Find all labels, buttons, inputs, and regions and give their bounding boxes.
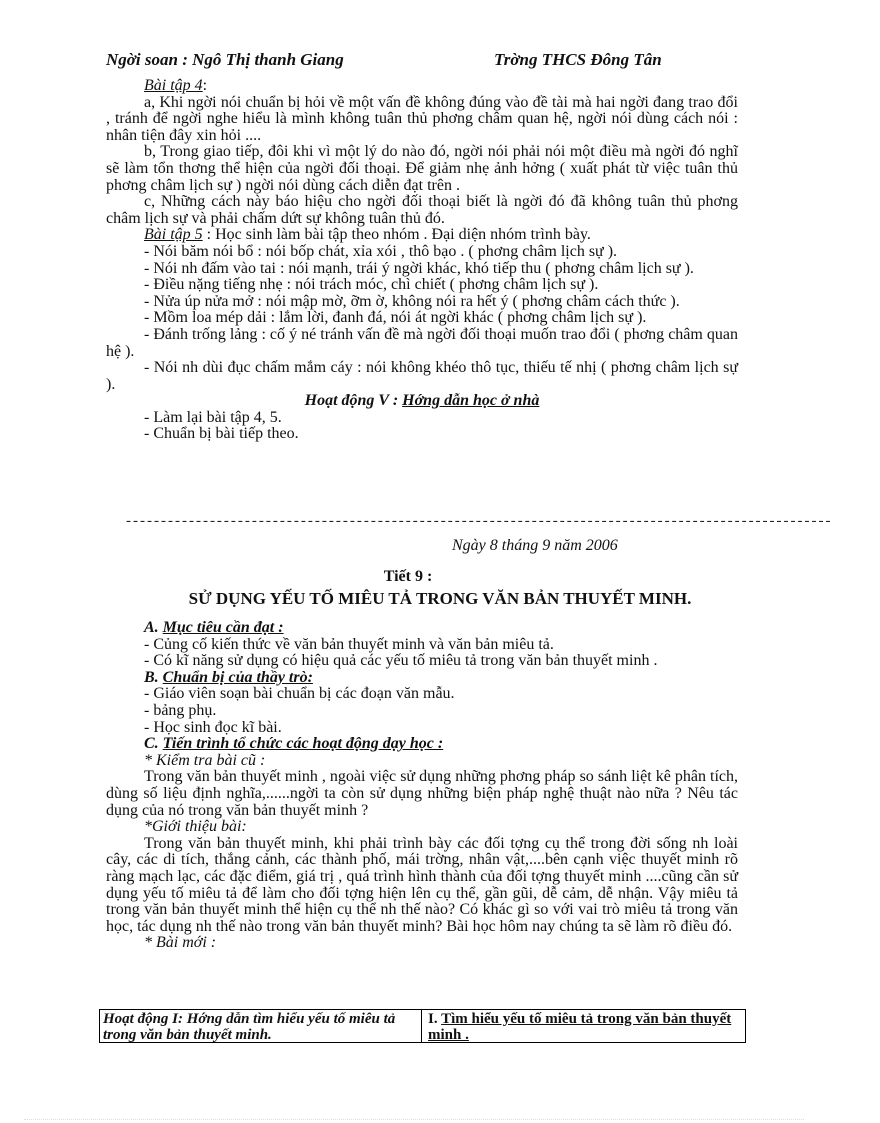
review-label: * Kiểm tra bài cũ : — [144, 751, 266, 769]
list-item: - Nói băm nói bổ : nói bốp chát, xỉa xói , thô bạo . ( phơng châm lịch sự ). — [144, 242, 618, 260]
exercise-5-heading: Bài tập 5 : Học sinh làm bài tập theo nhóm . Đại diện nhóm trình bày. — [144, 226, 591, 244]
section-a-heading: A. Mục tiêu cần đạt : — [144, 619, 284, 636]
exercise-4-a: a, Khi ngời nói chuẩn bị hỏi về một vấn đề không đúng vào đề tài mà hai ngời đang trao đổi , tránh để ngời nghe hiểu là mình không tuân thủ phơng châm quan hệ, ngời nói dùng cách nói : nhân tiện đây xin hỏi .... — [106, 93, 738, 144]
list-item: - Củng cố kiến thức về văn bản thuyết minh và văn bản miêu tả. — [144, 635, 554, 653]
section-b-heading: B. Chuẩn bị của thầy trò: — [144, 668, 313, 686]
homework-item: - Chuẩn bị bài tiếp theo. — [144, 425, 299, 443]
school-line: Trờng THCS Đông Tân — [494, 50, 662, 69]
lesson-date: Ngày 8 tháng 9 năm 2006 — [452, 537, 618, 554]
intro-text: Trong văn bản thuyết minh, khi phải trình bày các đối tợng cụ thể trong đời sống nh loài cây, các di tích, thắng cảnh, các thành phố, mái trờng, nhân vật,....bên cạnh việc thuyết minh rõ ràng mạch lạc, các đặc điểm, giá trị , quá trình hình thành của đối tợng thuyết minh ....cũng cần sử dụng yếu tố miêu tả để làm cho đối tợng hiện lên cụ thể, gần gũi, dễ cảm, dễ nhận. Vậy miêu tả trong văn bản thuyết minh thể hiện cụ thể nh thế nào? Có khác gì so với vai trò miêu tả trong văn học, tác dụng nh thế nào trong văn bản thuyết minh? Bài học hôm nay chúng ta sẽ làm rõ điều đó. — [106, 834, 738, 935]
list-item: - Học sinh đọc kĩ bài. — [144, 718, 282, 736]
exercise-section — [106, 78, 738, 443]
page-header — [106, 50, 746, 70]
list-item: - Nửa úp nửa mở : nói mập mờ, ỡm ờ, không nói ra hết ý ( phơng châm cách thức ). — [144, 292, 680, 310]
exercise-4-c: c, Những cách này báo hiệu cho ngời đối thoại biết là ngời đó đã không tuân thủ phơng châm lịch sự và phải chấm dứt sự không tuân thủ đó. — [106, 193, 738, 227]
lesson-title: SỬ DỤNG YẾU TỐ MIÊU TẢ TRONG VĂN BẢN THUYẾT MINH. — [188, 589, 692, 608]
list-item: - Giáo viên soạn bài chuẩn bị các đoạn văn mẫu. — [144, 685, 455, 703]
author-line: Ngời soan : Ngô Thị thanh Giang — [106, 50, 344, 69]
lesson-number: Tiết 9 : — [383, 568, 433, 585]
intro-label: *Giới thiệu bài: — [144, 818, 247, 836]
review-text: Trong văn bản thuyết minh , ngoài việc sử dụng những phơng pháp so sánh liệt kê phân tích, dùng số liệu định nghĩa,......ngời ta còn sử dụng những biện pháp nghệ thuật nào nữa ? Nêu tác dụng của nó trong văn bản thuyết minh ? — [106, 768, 738, 819]
exercise-4-heading: Bài tập 4: — [144, 77, 208, 94]
table-cell-content: I. Tìm hiểu yếu tố miêu tả trong văn bản thuyết minh . — [428, 1011, 732, 1043]
exercise-4-b: b, Trong giao tiếp, đôi khi vì một lý do nào đó, ngời nói phải nói một điều mà ngời đó nghĩ sẽ làm tổn thơng thể hiện của ngời đối thoại. Để giảm nhẹ ảnh hởng ( xuất phát từ việc tuân thủ phơng châm lịch sự ) ngời nói dùng cách diễn đạt trên . — [106, 143, 738, 194]
list-item: - Mồm loa mép dải : lắm lời, đanh đá, nói át ngời khác ( phơng châm lịch sự ). — [144, 309, 647, 327]
list-item: - Nói nh dùi đục chấm mắm cáy : nói không khéo thô tục, thiếu tế nhị ( phơng châm lịch sự ). — [106, 359, 738, 393]
list-item: - Đánh trống lảng : cố ý né tránh vấn đề mà ngời đối thoại muốn trao đổi ( phơng châm quan hệ ). — [106, 325, 738, 360]
list-item: - Điều nặng tiếng nhẹ : nói trách móc, chì chiết ( phơng châm lịch sự ). — [144, 276, 599, 294]
dashed-separator: ----------------------------------------------------------------------------------------------------- — [126, 513, 833, 529]
page-bottom-border — [24, 1119, 804, 1120]
activity-table — [99, 1009, 746, 1043]
lesson-body — [106, 620, 738, 952]
list-item: - bảng phụ. — [144, 701, 217, 719]
section-c-heading: C. Tiến trình tổ chức các hoạt động dạy học : — [144, 735, 444, 753]
table-cell-activity: Hoạt động I: Hớng dẫn tìm hiểu yếu tố miêu tả trong văn bản thuyết minh. — [100, 1010, 422, 1042]
activity-5-heading: Hoạt động V : Hớng dẫn học ở nhà — [304, 392, 540, 410]
list-item: - Nói nh đấm vào tai : nói mạnh, trái ý ngời khác, khó tiếp thu ( phơng châm lịch sự ). — [144, 259, 694, 277]
homework-item: - Làm lại bài tập 4, 5. — [144, 408, 282, 426]
list-item: - Có kĩ năng sử dụng có hiệu quả các yếu tố miêu tả trong văn bản thuyết minh . — [144, 652, 658, 670]
new-lesson-label: * Bài mới : — [144, 934, 217, 952]
